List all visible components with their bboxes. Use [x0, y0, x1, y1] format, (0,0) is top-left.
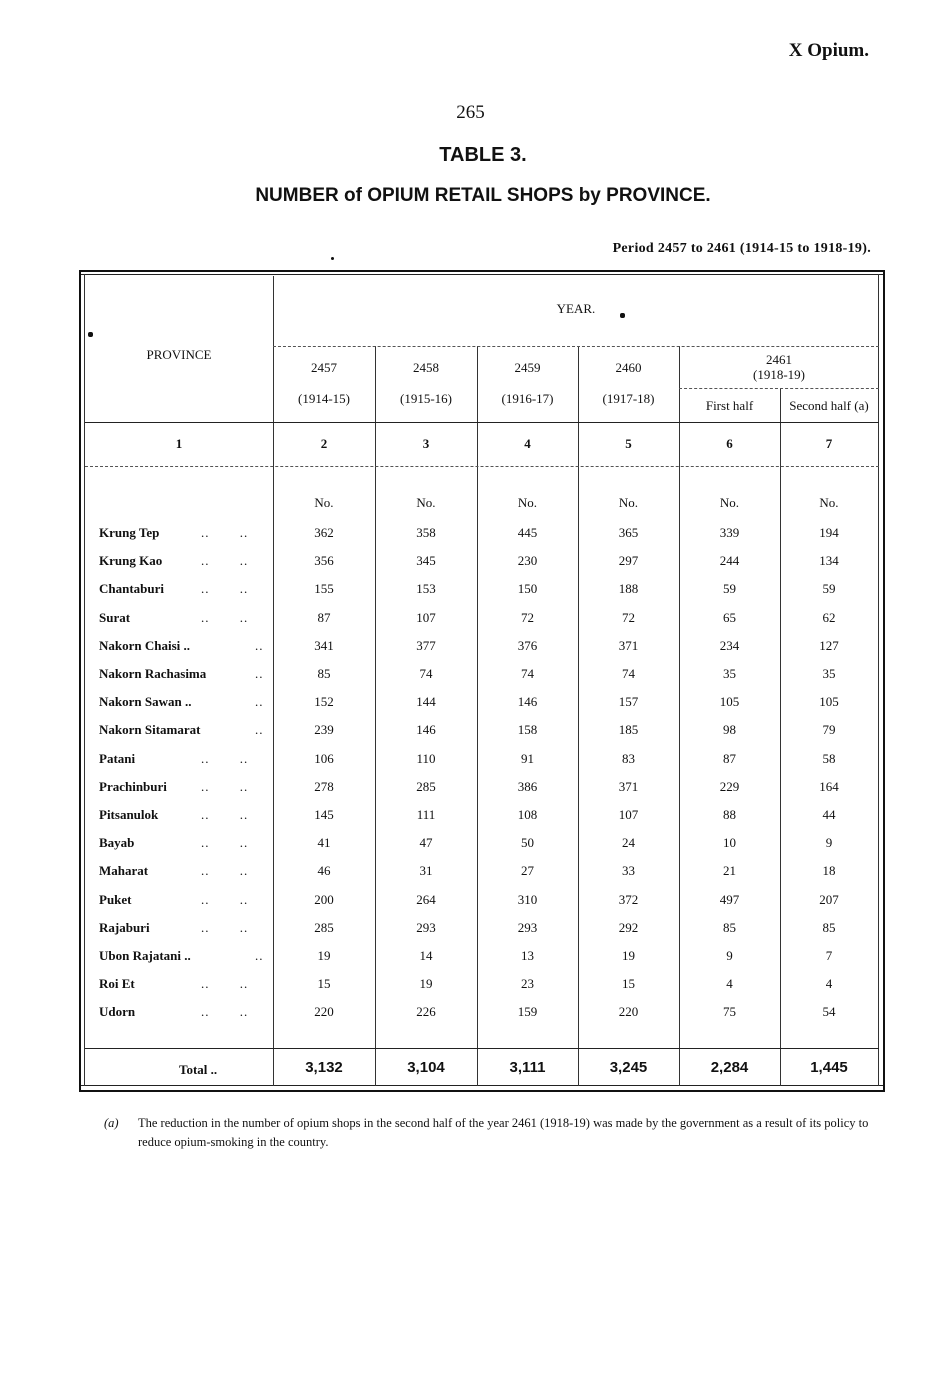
row-value: 365 [618, 525, 639, 540]
row-value: 54 [822, 1004, 836, 1019]
row-value: 7 [825, 948, 833, 963]
unit-label-7: No. [819, 495, 839, 510]
province-name: Nakorn Sitamarat [99, 722, 201, 737]
row-value: 292 [618, 920, 639, 935]
row-value: 146 [416, 722, 436, 737]
leader-dots: .. .. [201, 779, 249, 794]
province-name: Patani [99, 751, 136, 766]
province-name: Krung Kao [99, 553, 163, 568]
row-value: 87 [317, 610, 331, 625]
total-value: 3,111 [509, 1059, 546, 1076]
row-value: 19 [622, 948, 635, 963]
rule-above-total [85, 1048, 879, 1049]
row-value: 285 [314, 920, 334, 935]
row-value: 74 [521, 666, 534, 681]
total-label: Total .. [179, 1062, 218, 1077]
row-value: 145 [314, 807, 334, 822]
row-value: 207 [819, 892, 839, 907]
first-half-header: First half [705, 398, 754, 413]
print-speck [88, 332, 93, 337]
year-be-2459: 2459 [514, 360, 541, 375]
row-value: 10 [723, 835, 736, 850]
row-value: 106 [314, 751, 334, 766]
row-value: 134 [819, 553, 839, 568]
row-value: 19 [419, 976, 433, 991]
row-value: 58 [822, 751, 836, 766]
col-number-5: 5 [625, 436, 632, 451]
row-value: 159 [517, 1004, 538, 1019]
row-value: 85 [822, 920, 836, 935]
leader-dots: .. [255, 638, 264, 653]
row-value: 497 [719, 892, 740, 907]
row-value: 339 [719, 525, 740, 540]
row-value: 445 [517, 525, 538, 540]
row-value: 74 [419, 666, 433, 681]
row-value: 230 [517, 553, 538, 568]
province-name: Bayab [99, 835, 135, 850]
row-value: 105 [719, 694, 740, 709]
row-value: 110 [416, 751, 436, 766]
row-value: 83 [622, 751, 635, 766]
row-value: 85 [723, 920, 736, 935]
col-number-2: 2 [320, 436, 328, 451]
province-name: Krung Tep [99, 525, 160, 540]
unit-label-6: No. [719, 495, 740, 510]
row-value: 88 [723, 807, 736, 822]
row-value: 44 [822, 807, 836, 822]
leader-dots: .. .. [201, 807, 249, 822]
total-value: 1,445 [810, 1059, 848, 1076]
row-value: 293 [416, 920, 436, 935]
row-value: 377 [416, 638, 436, 653]
row-value: 244 [719, 553, 740, 568]
table-border-bottom [79, 1090, 885, 1092]
row-value: 31 [419, 863, 433, 878]
province-name: Surat [99, 610, 131, 625]
row-value: 85 [317, 666, 331, 681]
row-value: 278 [314, 779, 334, 794]
row-value: 4 [726, 976, 733, 991]
col-number-3: 3 [422, 436, 430, 451]
province-name: Nakorn Sawan .. [99, 694, 192, 709]
row-value: 194 [819, 525, 839, 540]
row-value: 98 [723, 722, 736, 737]
row-value: 358 [416, 525, 436, 540]
province-name: Rajaburi [99, 920, 150, 935]
period-caption: Period 2457 to 2461 (1914-15 to 1918-19). [612, 241, 871, 256]
province-header: PROVINCE [146, 347, 212, 362]
row-value: 345 [416, 553, 436, 568]
row-value: 41 [317, 835, 331, 850]
rule-above-col-numbers [85, 422, 879, 423]
col-number-4: 4 [524, 436, 531, 451]
col-divider-3 [477, 346, 478, 1086]
row-value: 239 [314, 722, 334, 737]
leader-dots: .. [255, 948, 264, 963]
province-name: Udorn [99, 1004, 136, 1019]
table-border-left [79, 270, 81, 1092]
col-divider-2 [375, 346, 376, 1086]
rule-under-year [273, 346, 879, 347]
row-value: 21 [723, 863, 736, 878]
row-value: 362 [314, 525, 334, 540]
table-border-right-inner [878, 274, 879, 1086]
table-border-top-inner [79, 274, 885, 275]
year-be-2460: 2460 [615, 360, 642, 375]
leader-dots: .. .. [201, 581, 249, 596]
opium-shops-table [79, 270, 885, 1094]
row-value: 157 [618, 694, 639, 709]
row-value: 108 [517, 807, 538, 822]
footnote-mark: (a) [104, 1116, 119, 1130]
row-value: 50 [521, 835, 534, 850]
print-speck [331, 257, 334, 260]
row-value: 310 [517, 892, 538, 907]
province-name: Ubon Rajatani .. [99, 948, 191, 963]
row-value: 59 [822, 581, 836, 596]
unit-label-4: No. [517, 495, 538, 510]
row-value: 376 [517, 638, 538, 653]
row-value: 4 [825, 976, 833, 991]
row-value: 105 [819, 694, 839, 709]
row-value: 27 [521, 863, 534, 878]
leader-dots: .. .. [201, 976, 249, 991]
row-value: 152 [314, 694, 334, 709]
total-value: 3,245 [609, 1059, 648, 1076]
unit-label-3: No. [416, 495, 436, 510]
row-value: 87 [723, 751, 736, 766]
table-border-right [883, 270, 885, 1092]
row-value: 285 [416, 779, 436, 794]
leader-dots: .. .. [201, 863, 249, 878]
row-value: 220 [314, 1004, 334, 1019]
year-ce-2461: (1918-19) [753, 367, 805, 382]
table-subtitle: NUMBER of OPIUM RETAIL SHOPS by PROVINCE. [255, 185, 711, 206]
row-value: 297 [618, 553, 639, 568]
print-speck [620, 313, 625, 318]
year-ce-2457: (1914-15) [298, 391, 350, 406]
row-value: 386 [517, 779, 538, 794]
row-value: 144 [416, 694, 436, 709]
col-divider-4 [578, 346, 579, 1086]
province-name: Prachinburi [99, 779, 167, 794]
row-value: 9 [825, 835, 833, 850]
row-value: 23 [521, 976, 534, 991]
rule-under-col-numbers [85, 466, 879, 467]
row-value: 371 [618, 779, 639, 794]
row-value: 35 [822, 666, 836, 681]
leader-dots: .. .. [201, 835, 249, 850]
row-value: 226 [416, 1004, 436, 1019]
row-value: 293 [517, 920, 538, 935]
row-value: 62 [822, 610, 836, 625]
year-be-2458: 2458 [413, 360, 439, 375]
col-divider-5 [679, 346, 680, 1086]
row-value: 188 [618, 581, 639, 596]
row-value: 185 [618, 722, 639, 737]
col-number-7: 7 [825, 436, 833, 451]
row-value: 75 [723, 1004, 736, 1019]
leader-dots: .. .. [201, 525, 249, 540]
second-half-header: Second half (a) [789, 398, 869, 413]
row-value: 164 [819, 779, 839, 794]
row-value: 127 [819, 638, 839, 653]
col-number-1: 1 [175, 436, 183, 451]
row-value: 200 [314, 892, 334, 907]
row-value: 356 [314, 553, 334, 568]
year-ce-2458: (1915-16) [400, 391, 452, 406]
row-value: 158 [517, 722, 538, 737]
year-header: YEAR. [556, 301, 596, 316]
row-value: 79 [822, 722, 836, 737]
col-number-6: 6 [726, 436, 733, 451]
leader-dots: .. [255, 666, 264, 681]
province-name: Nakorn Chaisi .. [99, 638, 191, 653]
unit-label-2: No. [314, 495, 334, 510]
row-value: 371 [618, 638, 639, 653]
year-ce-2459: (1916-17) [501, 391, 554, 406]
province-name: Puket [99, 892, 132, 907]
row-value: 234 [719, 638, 740, 653]
leader-dots: .. [255, 722, 264, 737]
row-value: 341 [314, 638, 334, 653]
row-value: 33 [622, 863, 635, 878]
row-value: 14 [419, 948, 433, 963]
unit-label-5: No. [618, 495, 639, 510]
row-value: 74 [622, 666, 635, 681]
total-value: 3,104 [407, 1059, 445, 1076]
row-value: 91 [521, 751, 534, 766]
province-name: Chantaburi [99, 581, 165, 596]
province-name: Nakorn Rachasima [99, 666, 207, 681]
row-value: 9 [726, 948, 733, 963]
row-value: 24 [622, 835, 635, 850]
row-value: 46 [317, 863, 331, 878]
page-number: 265 [456, 102, 485, 123]
leader-dots: .. .. [201, 751, 249, 766]
row-value: 35 [723, 666, 736, 681]
row-value: 220 [618, 1004, 639, 1019]
row-value: 107 [416, 610, 436, 625]
row-value: 15 [622, 976, 635, 991]
province-name: Maharat [99, 863, 149, 878]
table-border-top [79, 270, 885, 272]
row-value: 18 [822, 863, 836, 878]
row-value: 264 [416, 892, 436, 907]
leader-dots: .. .. [201, 1004, 249, 1019]
row-value: 107 [618, 807, 639, 822]
leader-dots: .. [255, 694, 264, 709]
row-value: 72 [521, 610, 534, 625]
leader-dots: .. .. [201, 610, 249, 625]
total-value: 2,284 [710, 1059, 749, 1076]
row-value: 47 [419, 835, 433, 850]
row-value: 13 [521, 948, 534, 963]
row-value: 146 [517, 694, 538, 709]
province-name: Roi Et [99, 976, 135, 991]
row-value: 15 [317, 976, 331, 991]
rule-under-2461 [679, 388, 879, 389]
province-name: Pitsanulok [99, 807, 159, 822]
year-ce-2460: (1917-18) [602, 391, 655, 406]
row-value: 372 [618, 892, 639, 907]
footnote-text: The reduction in the number of opium shops in the second half of the year 2461 (1918-19) was made by the government as a result of its policy to reduce opium-smoking in the country. [138, 1116, 869, 1149]
row-value: 59 [723, 581, 736, 596]
leader-dots: .. .. [201, 920, 249, 935]
row-value: 155 [314, 581, 334, 596]
row-value: 150 [517, 581, 538, 596]
total-value: 3,132 [305, 1059, 343, 1076]
row-value: 229 [719, 779, 740, 794]
year-be-2461: 2461 [766, 352, 792, 367]
leader-dots: .. .. [201, 892, 249, 907]
row-value: 111 [416, 807, 436, 822]
year-be-2457: 2457 [311, 360, 337, 375]
table-border-left-inner [84, 274, 85, 1086]
row-value: 153 [416, 581, 436, 596]
table-border-bottom-inner [79, 1085, 885, 1086]
section-heading: X Opium. [788, 40, 869, 61]
row-value: 72 [622, 610, 635, 625]
row-value: 65 [723, 610, 736, 625]
table-title: TABLE 3. [439, 144, 527, 166]
leader-dots: .. .. [201, 553, 249, 568]
row-value: 19 [317, 948, 331, 963]
